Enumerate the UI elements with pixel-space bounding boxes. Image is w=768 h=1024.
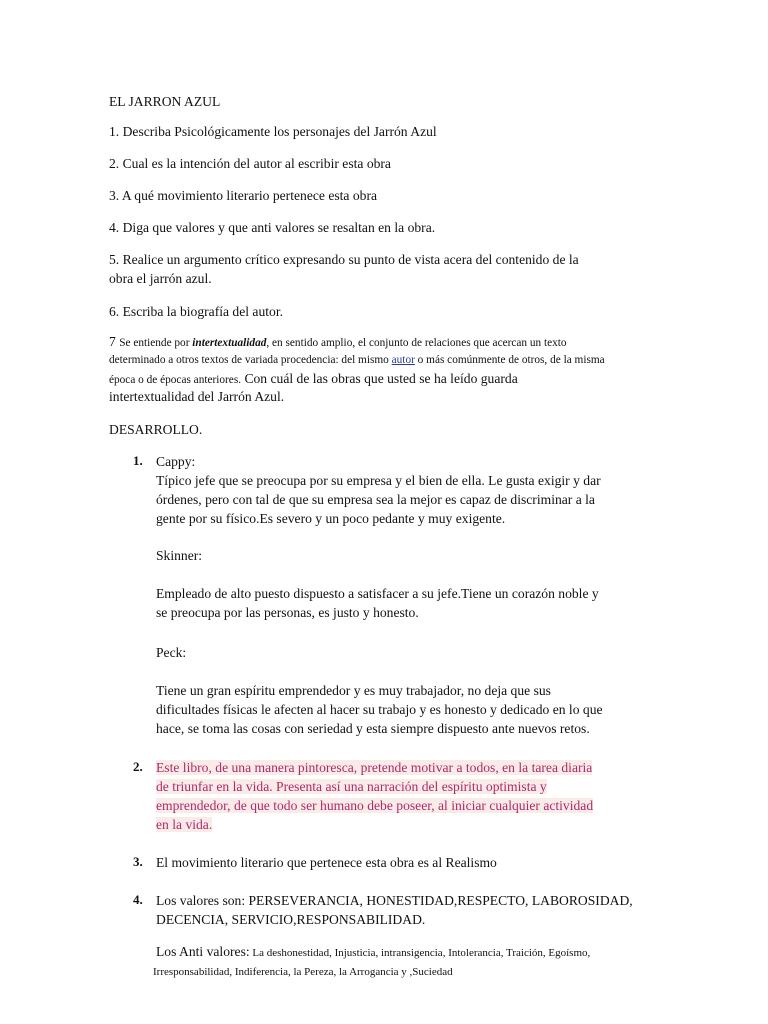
document-title: EL JARRON AZUL [109,94,221,109]
answer-4-values [156,891,656,929]
question-1: 1. Describa Psicológicamente los personajes del Jarrón Azul [109,124,437,139]
cappy-line-1: Típico jefe que se preocupa por su empresa y el bien de ella. Le gusta exigir y dar [156,473,601,488]
question-3: 3. A qué movimiento literario pertenece esta obra [109,188,378,203]
skinner-line-2: se preocupa por las personas, es justo y honesto. [156,605,419,620]
answer-2 [156,758,656,834]
peck-title: Peck: [156,645,187,660]
anti-values-line-1: La deshonestidad, Injusticia, intransigencia, Intolerancia, Traición, Egoísmo, [249,947,591,959]
question-2: 2. Cual es la intención del autor al escribir esta obra [109,156,391,171]
peck-line-2: dificultades físicas le afecten al hacer su trabajo y es honesto y dedicado en lo que [156,702,603,717]
question-5-line-2: obra el jarrón azul. [109,271,212,286]
question-7-text-c: determinado a otros textos de variada procedencia: del mismo [109,354,392,366]
question-7-line-1 [109,332,567,353]
peck-line-3: hace, se toma las cosas con seriedad y esta siempre dispuesto ante nuevos retos. [156,721,590,736]
question-5-line-1: 5. Realice un argumento crítico expresando su punto de vista acera del contenido de la [109,252,579,267]
question-7-line-4: intertextualidad del Jarrón Azul. [109,389,285,404]
question-7-text-d: o más comúnmente de otros, de la misma [414,354,605,366]
answer-1-number: 1. [133,453,143,468]
anti-values-line-2: Irresponsabilidad, Indiferencia, la Pereza, la Arrogancia y ,Suciedad [153,966,453,978]
question-7-number: 7 [109,334,116,349]
autor-link[interactable]: autor [391,354,415,366]
values-line-1: Los valores son: PERSEVERANCIA, HONESTIDAD,RESPECTO, LABOROSIDAD, [156,893,633,908]
answer-2-line-3: emprendedor, de que todo ser humano debe poseer, al iniciar cualquier actividad [156,798,594,813]
question-4: 4. Diga que valores y que anti valores se resaltan en la obra. [109,220,436,235]
skinner-title: Skinner: [156,548,203,563]
answer-1 [156,452,656,528]
desarrollo-heading: DESARROLLO. [109,422,203,437]
values-line-2: DECENCIA, SERVICIO,RESPONSABILIDAD. [156,912,426,927]
skinner-line-1: Empleado de alto puesto dispuesto a satisfacer a su jefe.Tiene un corazón noble y [156,586,599,601]
answer-3-number: 3. [133,854,143,869]
answer-2-line-1: Este libro, de una manera pintoresca, pretende motivar a todos, en la tarea diaria [156,760,593,775]
question-6: 6. Escriba la biografía del autor. [109,304,284,319]
answer-2-line-2: de triunfar en la vida. Presenta así una narración del espíritu optimista y [156,779,547,794]
answer-3: El movimiento literario que pertenece esta obra es al Realismo [156,855,497,870]
question-7-text-f: Con cuál de las obras que usted se ha leído guarda [241,371,518,386]
intertextualidad-term: intertextualidad [192,337,267,349]
question-7-text-e: época o de épocas anteriores. [109,374,242,386]
answer-2-number: 2. [133,759,143,774]
question-7-text-a: Se entiende por [119,337,193,349]
answer-2-line-4: en la vida. [156,817,213,832]
cappy-line-2: órdenes, pero con tal de que su empresa sea la mejor es capaz de discriminar a la [156,492,595,507]
anti-values-label: Los Anti valores: [156,944,250,959]
cappy-title: Cappy: [156,454,196,469]
peck-line-1: Tiene un gran espíritu emprendedor y es muy trabajador, no deja que sus [156,683,551,698]
cappy-line-3: gente por su físico.Es severo y un poco pedante y muy exigente. [156,511,506,526]
anti-values [153,942,656,982]
peck-description [156,681,656,738]
answer-4-number: 4. [133,892,143,907]
question-7-text-b: , en sentido amplio, el conjunto de relaciones que acercan un texto [266,337,567,349]
question-7-line-2 [109,351,605,370]
skinner-description [156,584,656,622]
